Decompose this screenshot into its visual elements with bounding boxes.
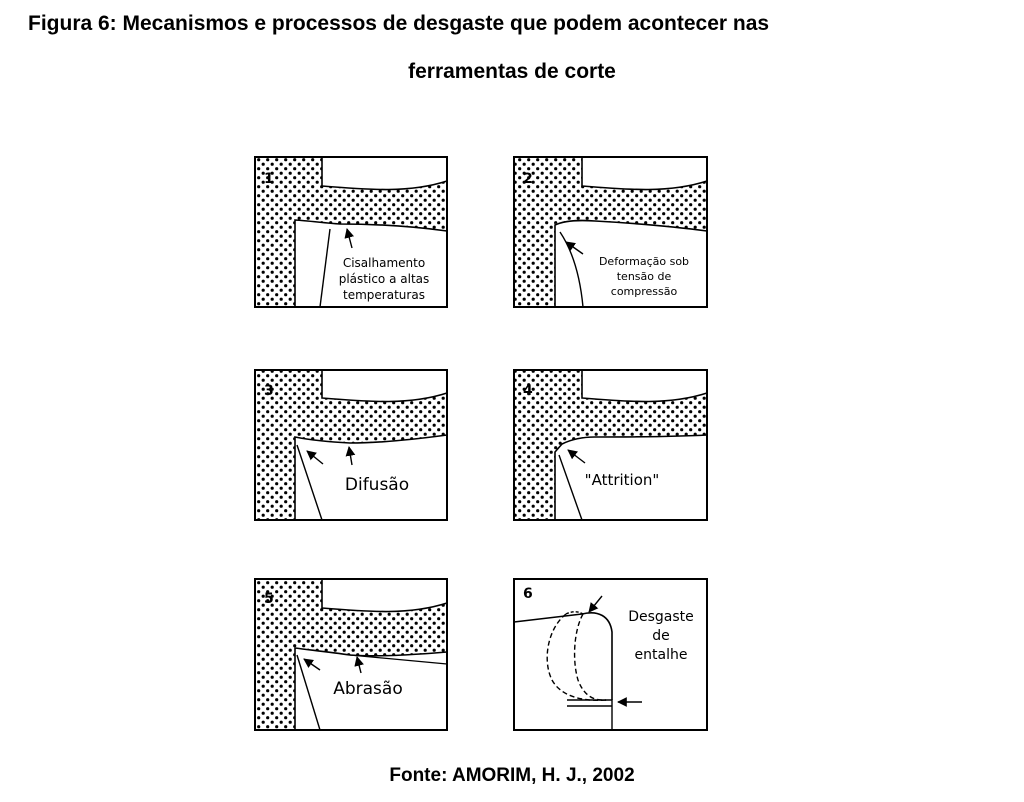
panel-4	[514, 370, 707, 520]
panel-5-label: Abrasão	[333, 679, 403, 699]
figure-source: Fonte: AMORIM, H. J., 2002	[389, 765, 635, 786]
panel-3-number: 3	[264, 383, 274, 399]
panel-2-number: 2	[523, 171, 533, 187]
panel-6-label-line-2: de	[652, 628, 670, 644]
panel-2-label-line-2: tensão de	[616, 270, 672, 283]
panel-5-number: 5	[264, 591, 274, 607]
panel-3-label: Difusão	[344, 475, 410, 495]
panel-5	[255, 579, 447, 730]
panel-6-number: 6	[523, 586, 533, 602]
panel-1-label-line-1: Cisalhamento	[342, 256, 426, 270]
panel-2-label-line-1: Deformação sob	[598, 255, 690, 268]
panel-6	[514, 579, 707, 730]
panel-3	[255, 370, 447, 520]
figure-title-line-1: Figura 6: Mecanismos e processos de desgaste que podem acontecer nas	[28, 12, 770, 35]
panel-1-label-line-3: temperaturas	[343, 288, 425, 302]
panel-2	[514, 157, 707, 307]
figure-title-line-2: ferramentas de corte	[408, 60, 616, 83]
panel-6-label-line-3: entalhe	[634, 647, 688, 663]
panel-6-label-line-1: Desgaste	[628, 609, 694, 625]
panel-1	[255, 157, 447, 307]
panel-2-label-line-3: compressão	[610, 285, 678, 298]
panel-4-label: "Attrition"	[584, 471, 660, 489]
panel-1-number: 1	[264, 171, 274, 187]
panel-1-label-line-2: plástico a altas	[338, 272, 430, 286]
panel-4-number: 4	[523, 383, 533, 399]
